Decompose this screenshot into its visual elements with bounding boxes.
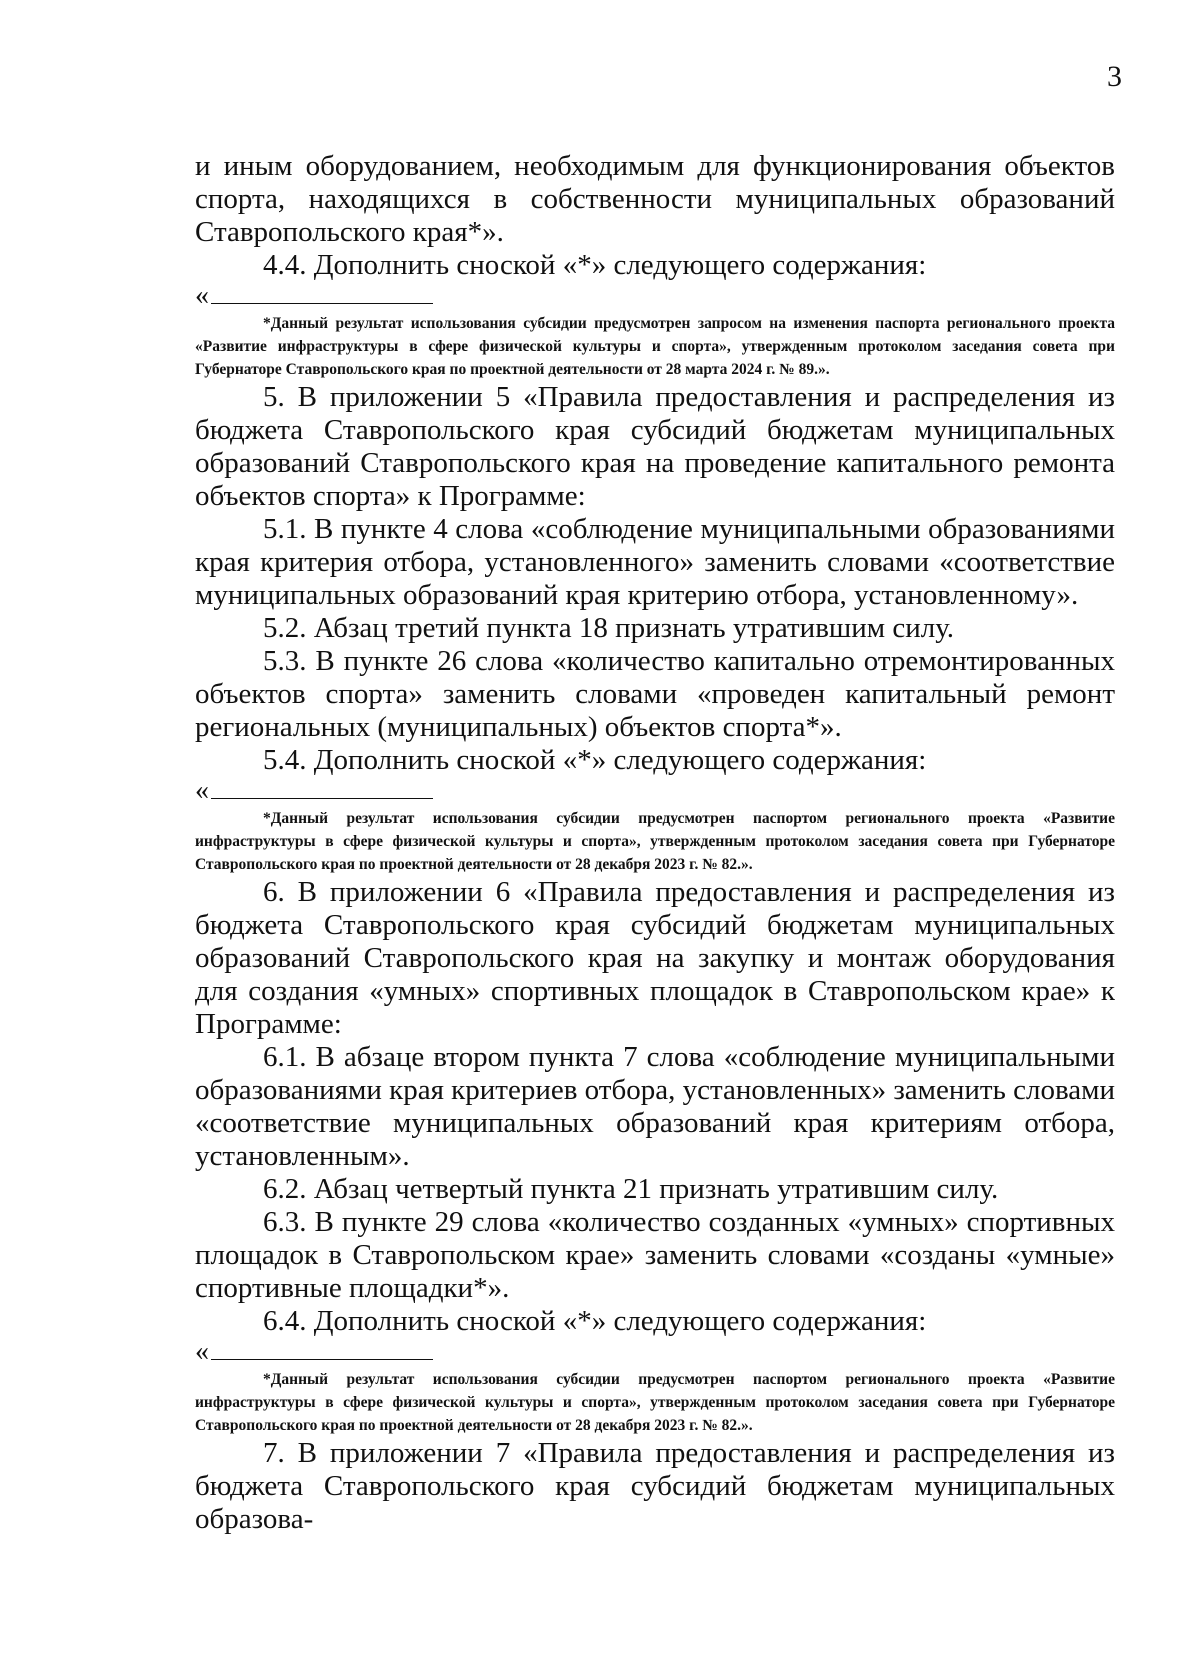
paragraph-5-3: 5.3. В пункте 26 слова «количество капитально отремонтированных объектов спорта» заменить словами «проведен капитальный ремонт региональных (муниципальных) объектов спорта*».	[195, 645, 1115, 743]
paragraph-5-2: 5.2. Абзац третий пункта 18 признать утратившим силу.	[263, 612, 955, 644]
paragraph-4-4: 4.4. Дополнить сноской «*» следующего содержания:	[263, 249, 927, 281]
footnote-text: *Данный результат использования субсидии предусмотрен запросом на изменения паспорта регионального проекта «Развитие инфраструктуры в сфере физической культуры и спорта», утвержденным протоколом заседания совета при Губернаторе Ставропольского края по проектной деятельности от 28 марта 2024 г. № 89.».	[195, 315, 1115, 378]
paragraph-5: 5. В приложении 5 «Правила предоставления и распределения из бюджета Ставропольского края субсидий бюджетам муниципальных образований Ставропольского края на проведение капитального ремонта объектов спорта» к Программе:	[195, 381, 1115, 512]
footnote-separator	[195, 280, 1115, 311]
paragraph-5-4: 5.4. Дополнить сноской «*» следующего содержания:	[263, 744, 927, 776]
page-number: 3	[1107, 60, 1122, 93]
footnote-rule	[211, 1359, 433, 1360]
paragraph-6-3: 6.3. В пункте 29 слова «количество созданных «умных» спортивных площадок в Ставропольском крае» заменить словами «созданы «умные» спортивные площадки*».	[195, 1206, 1115, 1304]
footnote-text: *Данный результат использования субсидии предусмотрен паспортом регионального проекта «Развитие инфраструктуры в сфере физической культуры и спорта», утвержденным протоколом заседания совета при Губернаторе Ставропольского края по проектной деятельности от 28 декабря 2023 г. № 82.».	[195, 1371, 1115, 1434]
paragraph-5-1: 5.1. В пункте 4 слова «соблюдение муниципальными образованиями края критерия отбора, установленного» заменить словами «соответствие муниципальных образований края критерию отбора, установленному».	[195, 513, 1115, 611]
footnote-separator	[195, 775, 1115, 806]
paragraph-6-1: 6.1. В абзаце втором пункта 7 слова «соблюдение муниципальными образованиями края критериев отбора, установленных» заменить словами «соответствие муниципальных образований края критериям отбора, установленным».	[195, 1041, 1115, 1172]
footnote-rule	[211, 303, 433, 304]
document-body	[195, 150, 1115, 1536]
paragraph-continuation: и иным оборудованием, необходимым для функционирования объектов спорта, находящихся в собственности муниципальных образований Ставропольского края*».	[195, 150, 1115, 248]
footnote-separator	[195, 1336, 1115, 1367]
paragraph-6-4: 6.4. Дополнить сноской «*» следующего содержания:	[263, 1305, 927, 1337]
opening-quote-mark: «	[195, 280, 209, 311]
paragraph-6-2: 6.2. Абзац четвертый пункта 21 признать утратившим силу.	[263, 1173, 999, 1205]
footnote-rule	[211, 798, 433, 799]
footnote-text: *Данный результат использования субсидии предусмотрен паспортом регионального проекта «Развитие инфраструктуры в сфере физической культуры и спорта», утвержденным протоколом заседания совета при Губернаторе Ставропольского края по проектной деятельности от 28 декабря 2023 г. № 82.».	[195, 810, 1115, 873]
opening-quote-mark: «	[195, 775, 209, 806]
opening-quote-mark: «	[195, 1336, 209, 1367]
paragraph-7: 7. В приложении 7 «Правила предоставления и распределения из бюджета Ставропольского края субсидий бюджетам муниципальных образова-	[195, 1437, 1115, 1535]
paragraph-6: 6. В приложении 6 «Правила предоставления и распределения из бюджета Ставропольского края субсидий бюджетам муниципальных образований Ставропольского края на закупку и монтаж оборудования для создания «умных» спортивных площадок в Ставропольском крае» к Программе:	[195, 876, 1115, 1040]
